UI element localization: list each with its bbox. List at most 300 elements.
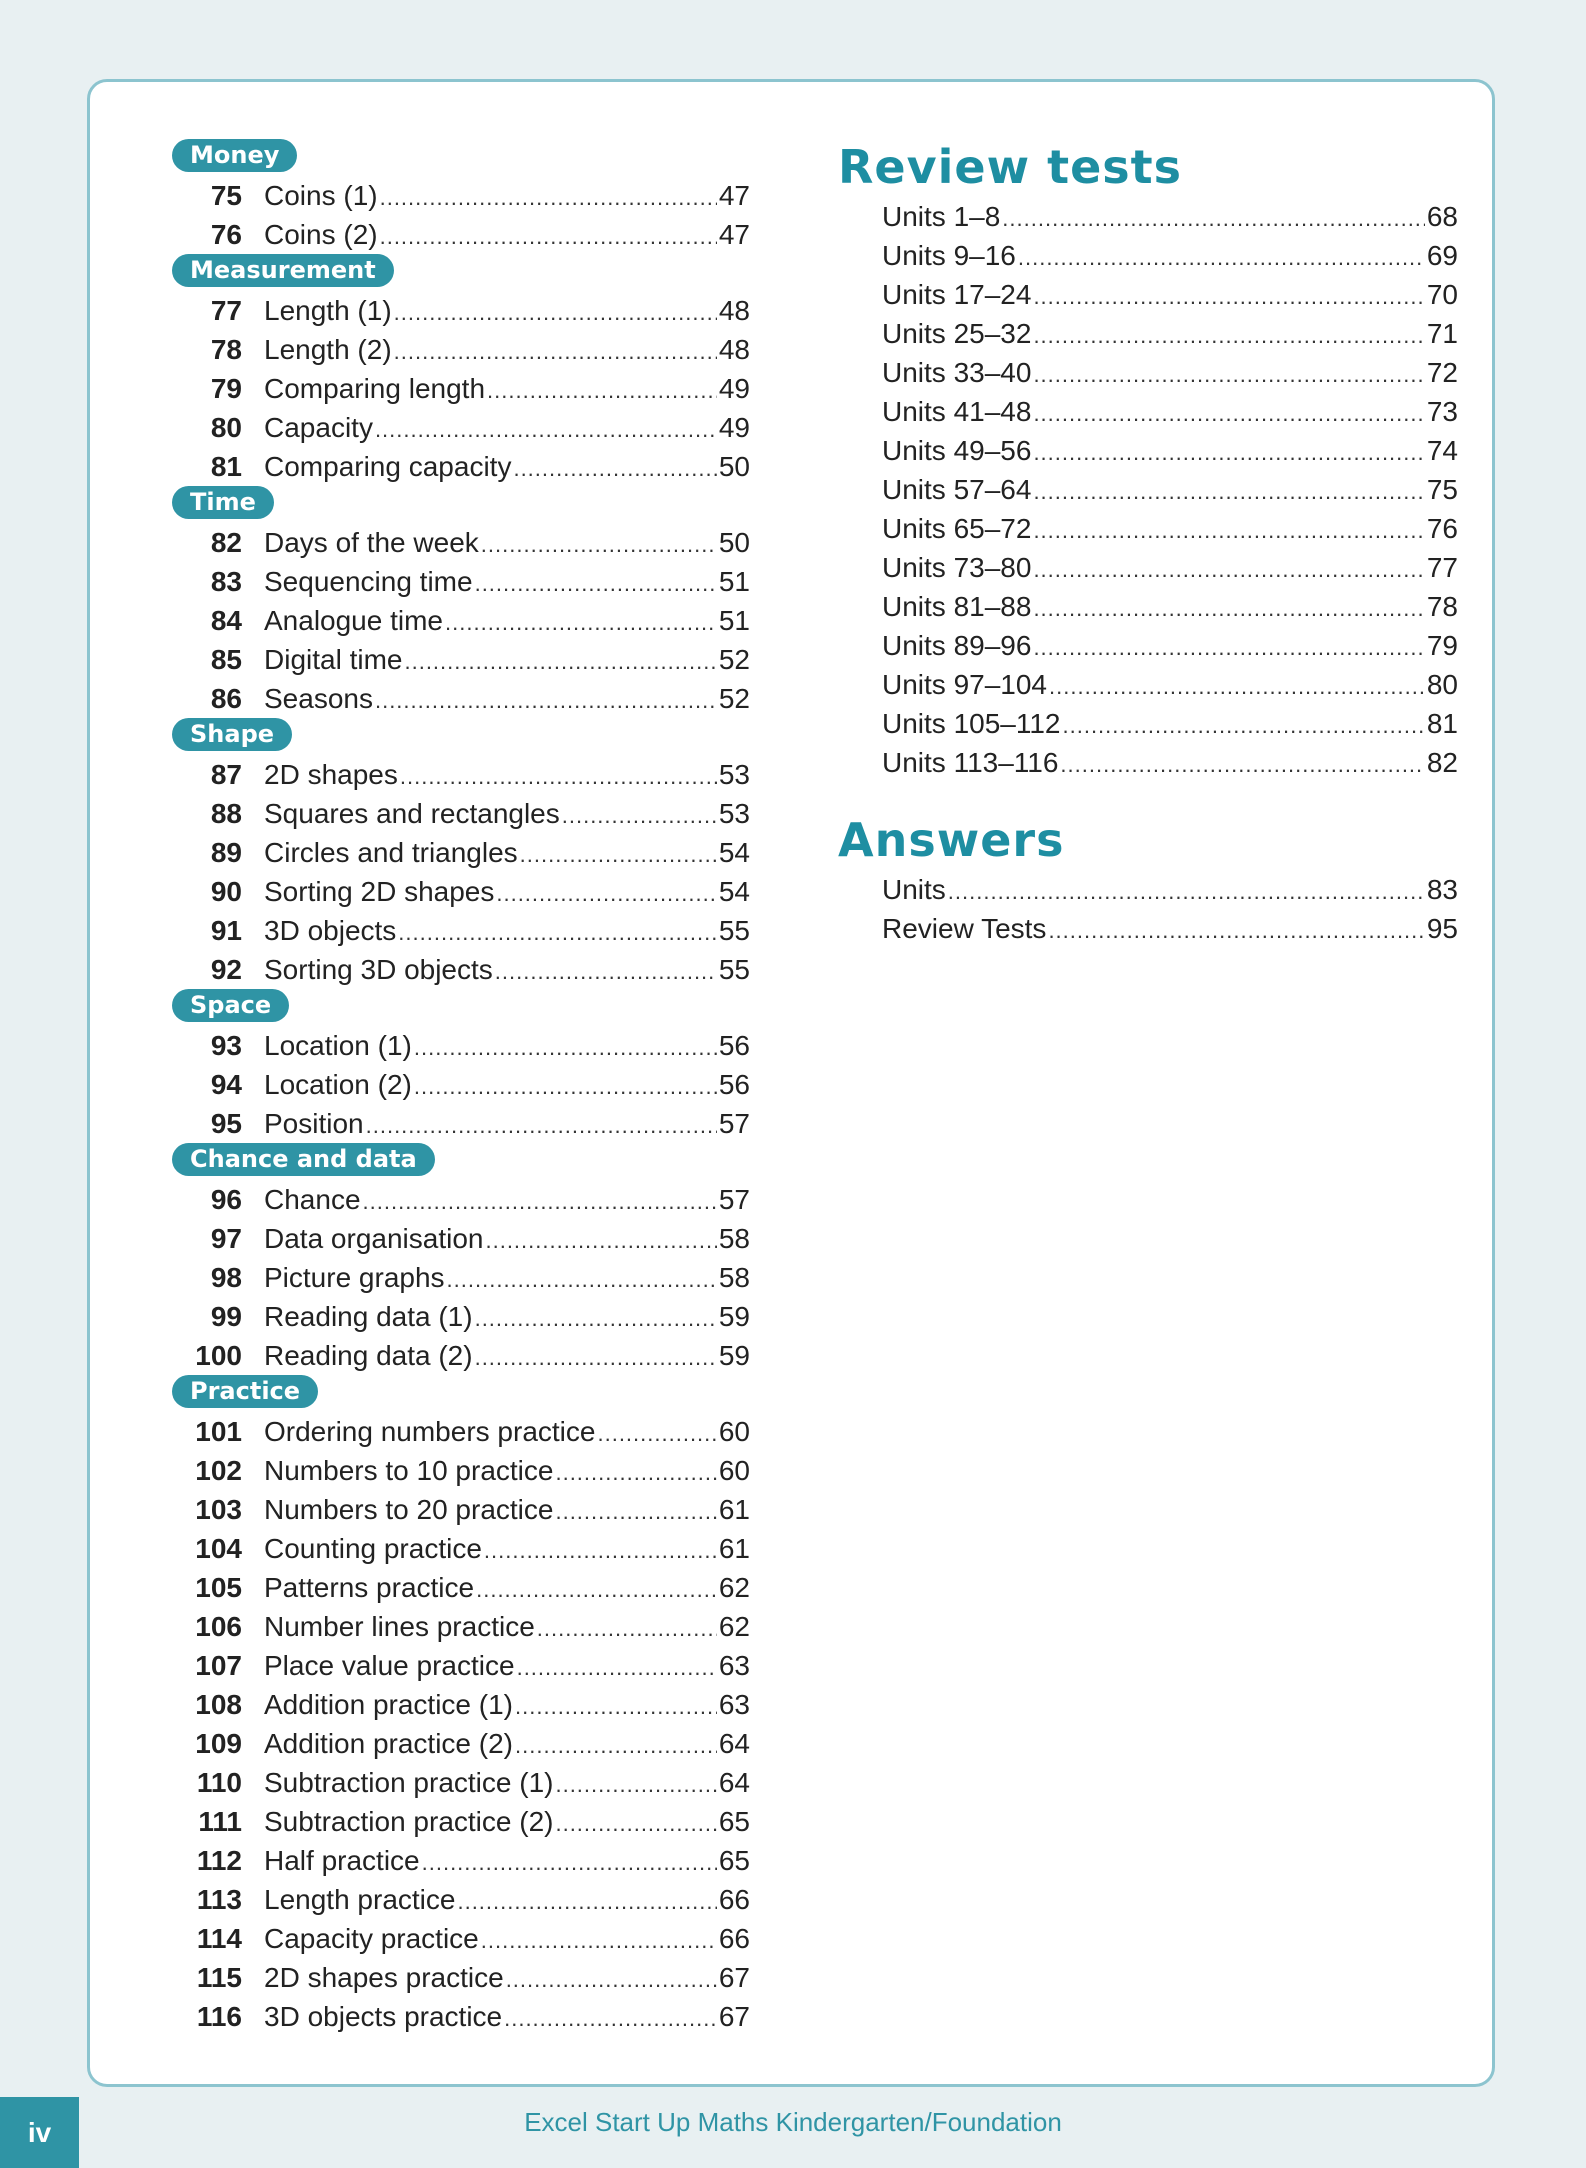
dot-leader bbox=[414, 1028, 717, 1067]
unit-title: Addition practice (1) bbox=[264, 1689, 514, 1720]
dot-leader bbox=[484, 1531, 717, 1570]
toc-section bbox=[172, 254, 750, 486]
unit-number: 114 bbox=[196, 1923, 242, 1954]
page-number-ref: 62 bbox=[718, 1611, 750, 1642]
dot-leader bbox=[380, 178, 717, 217]
unit-title: Chance bbox=[264, 1184, 361, 1215]
dot-leader bbox=[1018, 238, 1425, 277]
dot-leader bbox=[1033, 550, 1424, 589]
toc-row bbox=[172, 1724, 750, 1763]
page-number-ref: 63 bbox=[718, 1650, 750, 1681]
unit-number: 102 bbox=[195, 1455, 242, 1486]
dot-leader bbox=[1033, 433, 1424, 472]
unit-title: Capacity bbox=[264, 412, 373, 443]
toc-row bbox=[838, 236, 1458, 275]
dot-leader bbox=[555, 1804, 716, 1843]
page-number-ref: 57 bbox=[718, 1184, 750, 1215]
dot-leader bbox=[375, 410, 717, 449]
page-number-ref: 73 bbox=[1426, 396, 1458, 427]
toc-row bbox=[172, 447, 750, 486]
unit-number: 85 bbox=[210, 644, 242, 675]
page-number-ref: 60 bbox=[718, 1416, 750, 1447]
toc-row bbox=[172, 291, 750, 330]
toc-section bbox=[172, 718, 750, 989]
section-badge: Measurement bbox=[172, 254, 394, 287]
dot-leader bbox=[1049, 667, 1425, 706]
unit-title: Subtraction practice (1) bbox=[264, 1767, 554, 1798]
toc-row bbox=[172, 1568, 750, 1607]
page-number-ref: 83 bbox=[1426, 874, 1458, 905]
unit-number: 82 bbox=[210, 527, 242, 558]
toc-row bbox=[172, 1297, 750, 1336]
page-number-ref: 58 bbox=[718, 1262, 750, 1293]
toc-row bbox=[172, 833, 750, 872]
dot-leader bbox=[515, 1687, 717, 1726]
page-number-ref: 80 bbox=[1426, 669, 1458, 700]
entry-title: Units 49–56 bbox=[882, 435, 1032, 466]
toc-section bbox=[172, 989, 750, 1143]
toc-row bbox=[172, 215, 750, 254]
unit-number: 90 bbox=[210, 876, 242, 907]
entry-title: Units 97–104 bbox=[882, 669, 1048, 700]
page-number-ref: 61 bbox=[718, 1533, 750, 1564]
entry-title: Units 81–88 bbox=[882, 591, 1032, 622]
unit-title: Ordering numbers practice bbox=[264, 1416, 596, 1447]
page-number-ref: 67 bbox=[718, 1962, 750, 1993]
page-number-ref: 48 bbox=[718, 334, 750, 365]
toc-row bbox=[838, 392, 1458, 431]
dot-leader bbox=[398, 913, 717, 952]
dot-leader bbox=[1033, 277, 1424, 316]
unit-title: Place value practice bbox=[264, 1650, 515, 1681]
unit-title: 3D objects bbox=[264, 915, 397, 946]
dot-leader bbox=[517, 1648, 717, 1687]
dot-leader bbox=[400, 757, 717, 796]
dot-leader bbox=[513, 449, 716, 488]
entry-title: Units bbox=[882, 874, 946, 905]
dot-leader bbox=[366, 1106, 717, 1145]
page-number-ref: 50 bbox=[718, 451, 750, 482]
dot-leader bbox=[485, 1221, 716, 1260]
entry-title: Review Tests bbox=[882, 913, 1047, 944]
dot-leader bbox=[1048, 911, 1424, 950]
dot-leader bbox=[597, 1414, 716, 1453]
toc-row bbox=[172, 755, 750, 794]
review-answers-column bbox=[838, 139, 1458, 948]
unit-number: 99 bbox=[210, 1301, 242, 1332]
page-number-ref: 69 bbox=[1426, 240, 1458, 271]
page-number-ref: 49 bbox=[718, 373, 750, 404]
toc-row bbox=[172, 1607, 750, 1646]
unit-title: Length practice bbox=[264, 1884, 456, 1915]
unit-number: 97 bbox=[210, 1223, 242, 1254]
entry-title: Units 73–80 bbox=[882, 552, 1032, 583]
toc-row bbox=[172, 1958, 750, 1997]
dot-leader bbox=[404, 642, 716, 681]
dot-leader bbox=[1002, 199, 1425, 238]
unit-number: 105 bbox=[195, 1572, 242, 1603]
unit-number: 77 bbox=[210, 295, 242, 326]
toc-row bbox=[172, 1685, 750, 1724]
page-number-ref: 71 bbox=[1426, 318, 1458, 349]
page-number-ref: 68 bbox=[1426, 201, 1458, 232]
unit-number: 95 bbox=[210, 1108, 242, 1139]
dot-leader bbox=[481, 1921, 717, 1960]
page-number-ref: 77 bbox=[1426, 552, 1458, 583]
unit-number: 81 bbox=[210, 451, 242, 482]
unit-number: 109 bbox=[195, 1728, 242, 1759]
dot-leader bbox=[1033, 511, 1424, 550]
page-number-ref: 54 bbox=[718, 876, 750, 907]
toc-row bbox=[172, 1219, 750, 1258]
dot-leader bbox=[422, 1843, 717, 1882]
toc-row bbox=[838, 587, 1458, 626]
page-number-ref: 76 bbox=[1426, 513, 1458, 544]
page-number-ref: 51 bbox=[718, 605, 750, 636]
page-number-ref: 64 bbox=[718, 1767, 750, 1798]
dot-leader bbox=[1033, 355, 1424, 394]
unit-number: 78 bbox=[210, 334, 242, 365]
unit-title: Length (2) bbox=[264, 334, 392, 365]
toc-section bbox=[172, 1375, 750, 2036]
unit-number: 88 bbox=[210, 798, 242, 829]
dot-leader bbox=[481, 525, 717, 564]
unit-number: 87 bbox=[210, 759, 242, 790]
page-number-ref: 49 bbox=[718, 412, 750, 443]
dot-leader bbox=[445, 603, 717, 642]
toc-row bbox=[172, 1763, 750, 1802]
page-number-ref: 56 bbox=[718, 1069, 750, 1100]
unit-title: Coins (1) bbox=[264, 180, 378, 211]
entry-title: Units 1–8 bbox=[882, 201, 1001, 232]
dot-leader bbox=[394, 293, 717, 332]
toc-row bbox=[172, 1258, 750, 1297]
unit-title: Addition practice (2) bbox=[264, 1728, 514, 1759]
toc-row bbox=[172, 1336, 750, 1375]
unit-title: Reading data (2) bbox=[264, 1340, 473, 1371]
page-number-ref: 50 bbox=[718, 527, 750, 558]
entry-title: Units 105–112 bbox=[882, 708, 1061, 739]
page-number-ref: 61 bbox=[718, 1494, 750, 1525]
unit-number: 110 bbox=[196, 1767, 242, 1798]
dot-leader bbox=[1033, 628, 1424, 667]
unit-title: 3D objects practice bbox=[264, 2001, 503, 2032]
page-number-ref: 57 bbox=[718, 1108, 750, 1139]
unit-number: 79 bbox=[210, 373, 242, 404]
toc-row bbox=[172, 369, 750, 408]
dot-leader bbox=[555, 1765, 716, 1804]
dot-leader bbox=[375, 681, 717, 720]
toc-row bbox=[172, 1065, 750, 1104]
page-number-ref: 47 bbox=[718, 219, 750, 250]
dot-leader bbox=[555, 1453, 716, 1492]
unit-title: Numbers to 10 practice bbox=[264, 1455, 554, 1486]
entry-title: Units 33–40 bbox=[882, 357, 1032, 388]
page-number-ref: 66 bbox=[718, 1884, 750, 1915]
unit-number: 115 bbox=[196, 1962, 242, 1993]
page-number-ref: 55 bbox=[718, 915, 750, 946]
page-number-ref: 47 bbox=[718, 180, 750, 211]
unit-title: Picture graphs bbox=[264, 1262, 445, 1293]
review-tests-list bbox=[838, 197, 1458, 782]
toc-row bbox=[172, 1180, 750, 1219]
dot-leader bbox=[475, 1299, 717, 1338]
unit-title: Position bbox=[264, 1108, 364, 1139]
toc-row bbox=[172, 1880, 750, 1919]
page-number-ref: 75 bbox=[1426, 474, 1458, 505]
page-number-ref: 58 bbox=[718, 1223, 750, 1254]
toc-row bbox=[172, 601, 750, 640]
page-number-ref: 64 bbox=[718, 1728, 750, 1759]
page-number-ref: 95 bbox=[1426, 913, 1458, 944]
unit-number: 84 bbox=[210, 605, 242, 636]
dot-leader bbox=[447, 1260, 717, 1299]
unit-number: 86 bbox=[210, 683, 242, 714]
page-number-ref: 74 bbox=[1426, 435, 1458, 466]
page-number-ref: 79 bbox=[1426, 630, 1458, 661]
page-number-ref: 60 bbox=[718, 1455, 750, 1486]
page-number-ref: 54 bbox=[718, 837, 750, 868]
dot-leader bbox=[1060, 745, 1424, 784]
toc-row bbox=[838, 870, 1458, 909]
dot-leader bbox=[1033, 472, 1424, 511]
answers-heading: Answers bbox=[838, 813, 1065, 867]
unit-number: 101 bbox=[195, 1416, 242, 1447]
dot-leader bbox=[487, 371, 717, 410]
unit-title: Half practice bbox=[264, 1845, 420, 1876]
toc-row bbox=[838, 704, 1458, 743]
toc-row bbox=[172, 1802, 750, 1841]
unit-title: Sorting 2D shapes bbox=[264, 876, 495, 907]
unit-number: 75 bbox=[210, 180, 242, 211]
dot-leader bbox=[380, 217, 717, 256]
unit-title: Length (1) bbox=[264, 295, 392, 326]
page-number-ref: 53 bbox=[718, 798, 750, 829]
toc-row bbox=[172, 1104, 750, 1143]
dot-leader bbox=[1063, 706, 1425, 745]
unit-title: Squares and rectangles bbox=[264, 798, 560, 829]
unit-title: Subtraction practice (2) bbox=[264, 1806, 554, 1837]
toc-row bbox=[838, 431, 1458, 470]
dot-leader bbox=[948, 872, 1425, 911]
entry-title: Units 25–32 bbox=[882, 318, 1032, 349]
section-badge: Time bbox=[172, 486, 274, 519]
unit-title: Sequencing time bbox=[264, 566, 473, 597]
entry-title: Units 17–24 bbox=[882, 279, 1032, 310]
page-number-ref: 67 bbox=[718, 2001, 750, 2032]
toc-row bbox=[172, 872, 750, 911]
dot-leader bbox=[475, 564, 717, 603]
dot-leader bbox=[414, 1067, 717, 1106]
entry-title: Units 9–16 bbox=[882, 240, 1016, 271]
dot-leader bbox=[515, 1726, 717, 1765]
entry-title: Units 65–72 bbox=[882, 513, 1032, 544]
toc-row bbox=[172, 950, 750, 989]
unit-number: 107 bbox=[195, 1650, 242, 1681]
page-number-ref: 59 bbox=[718, 1340, 750, 1371]
dot-leader bbox=[394, 332, 717, 371]
unit-title: Seasons bbox=[264, 683, 373, 714]
unit-number: 94 bbox=[210, 1069, 242, 1100]
unit-title: Data organisation bbox=[264, 1223, 484, 1254]
unit-title: Counting practice bbox=[264, 1533, 482, 1564]
unit-number: 76 bbox=[210, 219, 242, 250]
toc-row bbox=[172, 1997, 750, 2036]
unit-title: Reading data (1) bbox=[264, 1301, 473, 1332]
page-number-ref: 81 bbox=[1426, 708, 1458, 739]
toc-row bbox=[172, 176, 750, 215]
unit-title: Circles and triangles bbox=[264, 837, 518, 868]
section-badge: Shape bbox=[172, 718, 292, 751]
toc-section bbox=[172, 486, 750, 718]
dot-leader bbox=[1033, 589, 1424, 628]
toc-row bbox=[172, 1646, 750, 1685]
unit-number: 80 bbox=[210, 412, 242, 443]
dot-leader bbox=[562, 796, 717, 835]
unit-title: Sorting 3D objects bbox=[264, 954, 493, 985]
toc-row bbox=[172, 523, 750, 562]
entry-title: Units 57–64 bbox=[882, 474, 1032, 505]
dot-leader bbox=[504, 1999, 717, 2038]
section-badge: Money bbox=[172, 139, 297, 172]
unit-title: Comparing length bbox=[264, 373, 486, 404]
unit-number: 104 bbox=[195, 1533, 242, 1564]
page-number-ref: 52 bbox=[718, 644, 750, 675]
toc-row bbox=[838, 275, 1458, 314]
unit-number: 92 bbox=[210, 954, 242, 985]
unit-number: 93 bbox=[210, 1030, 242, 1061]
toc-row bbox=[172, 1919, 750, 1958]
unit-number: 106 bbox=[195, 1611, 242, 1642]
unit-title: 2D shapes practice bbox=[264, 1962, 504, 1993]
toc-row bbox=[172, 640, 750, 679]
toc-row bbox=[172, 679, 750, 718]
unit-number: 96 bbox=[210, 1184, 242, 1215]
unit-number: 89 bbox=[210, 837, 242, 868]
toc-section bbox=[172, 1143, 750, 1375]
toc-row bbox=[838, 470, 1458, 509]
toc-row bbox=[172, 408, 750, 447]
unit-number: 91 bbox=[210, 915, 242, 946]
unit-title: Number lines practice bbox=[264, 1611, 535, 1642]
dot-leader bbox=[363, 1182, 717, 1221]
unit-title: Analogue time bbox=[264, 605, 444, 636]
page-number-ref: 66 bbox=[718, 1923, 750, 1954]
unit-number: 103 bbox=[195, 1494, 242, 1525]
toc-row bbox=[172, 1412, 750, 1451]
dot-leader bbox=[520, 835, 717, 874]
unit-title: Numbers to 20 practice bbox=[264, 1494, 554, 1525]
toc-row bbox=[838, 626, 1458, 665]
page-number-ref: 78 bbox=[1426, 591, 1458, 622]
toc-row bbox=[838, 353, 1458, 392]
unit-title: Location (1) bbox=[264, 1030, 412, 1061]
unit-contents-column bbox=[172, 139, 750, 2036]
book-title-footer: Excel Start Up Maths Kindergarten/Foundation bbox=[524, 2107, 1062, 2137]
unit-title: Digital time bbox=[264, 644, 403, 675]
page-number-ref: 51 bbox=[718, 566, 750, 597]
toc-row bbox=[172, 1841, 750, 1880]
unit-number: 113 bbox=[196, 1884, 242, 1915]
unit-title: Capacity practice bbox=[264, 1923, 479, 1954]
unit-title: Days of the week bbox=[264, 527, 479, 558]
dot-leader bbox=[457, 1882, 716, 1921]
entry-title: Units 89–96 bbox=[882, 630, 1032, 661]
page-number-ref: 55 bbox=[718, 954, 750, 985]
page-number-ref: 59 bbox=[718, 1301, 750, 1332]
unit-number: 111 bbox=[198, 1806, 242, 1837]
unit-title: 2D shapes bbox=[264, 759, 398, 790]
unit-title: Patterns practice bbox=[264, 1572, 475, 1603]
dot-leader bbox=[537, 1609, 717, 1648]
dot-leader bbox=[506, 1960, 717, 1999]
page-number-ref: 65 bbox=[718, 1845, 750, 1876]
unit-title: Coins (2) bbox=[264, 219, 378, 250]
toc-row bbox=[172, 1026, 750, 1065]
toc-row bbox=[838, 197, 1458, 236]
unit-title: Location (2) bbox=[264, 1069, 412, 1100]
toc-section bbox=[172, 139, 750, 254]
toc-row bbox=[172, 1490, 750, 1529]
toc-row bbox=[172, 911, 750, 950]
unit-number: 98 bbox=[210, 1262, 242, 1293]
unit-number: 112 bbox=[196, 1845, 242, 1876]
page-number: iv bbox=[0, 2097, 79, 2168]
toc-row bbox=[838, 665, 1458, 704]
page-number-ref: 62 bbox=[718, 1572, 750, 1603]
unit-number: 83 bbox=[210, 566, 242, 597]
page-number-ref: 53 bbox=[718, 759, 750, 790]
section-badge: Chance and data bbox=[172, 1143, 435, 1176]
section-badge: Space bbox=[172, 989, 289, 1022]
toc-row bbox=[838, 909, 1458, 948]
page-number-ref: 56 bbox=[718, 1030, 750, 1061]
section-badge: Practice bbox=[172, 1375, 318, 1408]
page-number-ref: 70 bbox=[1426, 279, 1458, 310]
dot-leader bbox=[476, 1570, 717, 1609]
unit-number: 116 bbox=[196, 2001, 242, 2032]
toc-row bbox=[838, 314, 1458, 353]
dot-leader bbox=[1033, 394, 1424, 433]
dot-leader bbox=[495, 952, 717, 991]
review-tests-heading: Review tests bbox=[838, 140, 1183, 194]
dot-leader bbox=[555, 1492, 716, 1531]
toc-row bbox=[838, 743, 1458, 782]
dot-leader bbox=[1033, 316, 1424, 355]
unit-title: Comparing capacity bbox=[264, 451, 512, 482]
toc-row bbox=[172, 330, 750, 369]
dot-leader bbox=[496, 874, 716, 913]
toc-row bbox=[172, 1529, 750, 1568]
page-number-ref: 52 bbox=[718, 683, 750, 714]
page-number-ref: 65 bbox=[718, 1806, 750, 1837]
dot-leader bbox=[475, 1338, 717, 1377]
page-number-ref: 82 bbox=[1426, 747, 1458, 778]
page-number-ref: 48 bbox=[718, 295, 750, 326]
entry-title: Units 41–48 bbox=[882, 396, 1032, 427]
toc-row bbox=[172, 1451, 750, 1490]
unit-number: 108 bbox=[195, 1689, 242, 1720]
toc-row bbox=[172, 562, 750, 601]
entry-title: Units 113–116 bbox=[882, 747, 1059, 778]
answers-list bbox=[838, 870, 1458, 948]
toc-row bbox=[172, 794, 750, 833]
page-number-ref: 63 bbox=[718, 1689, 750, 1720]
toc-row bbox=[838, 548, 1458, 587]
page-number-ref: 72 bbox=[1426, 357, 1458, 388]
unit-number: 100 bbox=[195, 1340, 242, 1371]
toc-row bbox=[838, 509, 1458, 548]
